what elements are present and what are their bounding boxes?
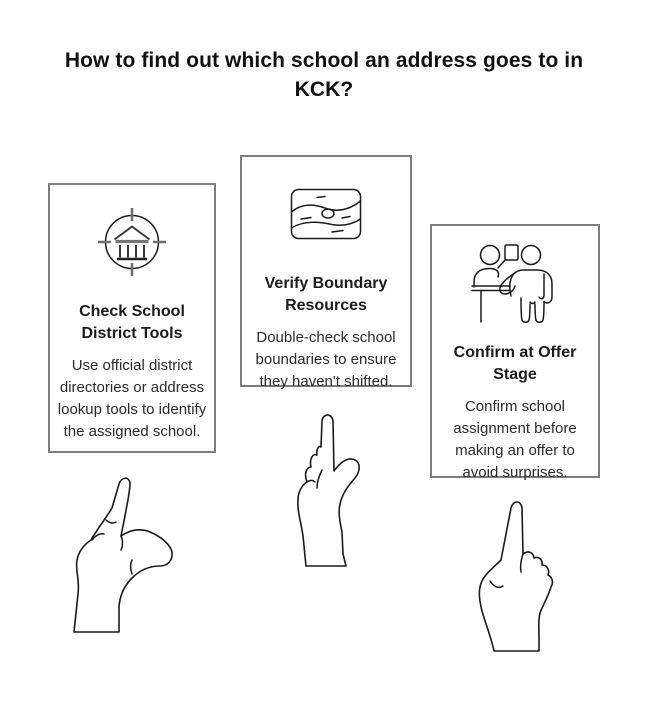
map-outline <box>292 190 361 239</box>
right-person-torso <box>510 270 552 303</box>
hand-outline <box>479 502 552 651</box>
lectern-table <box>472 286 510 322</box>
map-contour-upper <box>292 201 361 212</box>
card-confirm-at-offer-stage <box>430 224 600 481</box>
hand-outline <box>74 478 172 632</box>
card-2-title: Verify Boundary Resources <box>264 275 388 314</box>
right-person-inner-arm <box>539 274 544 299</box>
card-verify-boundary-resources <box>240 155 412 390</box>
building-glyph <box>115 227 150 260</box>
right-person-legs <box>521 298 544 322</box>
speech-bubble <box>505 245 518 260</box>
boundary-map-icon <box>290 188 362 240</box>
card-check-school-district-tools <box>48 183 216 453</box>
right-person-head <box>522 246 541 265</box>
hand-outline <box>298 415 359 566</box>
map-contour-lower <box>292 219 361 228</box>
card-1-title: Check School District Tools <box>79 303 185 342</box>
pointing-hand-up-illustration <box>289 408 369 568</box>
pointing-hand-thumb-out-illustration <box>72 476 182 634</box>
school-building-target-icon <box>93 203 171 281</box>
left-person-head <box>481 246 500 265</box>
page-title: How to find out which school an address goes to in KCK? <box>64 49 584 101</box>
pointing-hand-closed-fist-illustration <box>474 497 560 653</box>
card-2-body: Double-check school boundaries to ensure they haven't shifted. <box>255 329 397 390</box>
card-3-icon-box <box>432 226 598 340</box>
card-2-icon-box <box>242 157 410 271</box>
card-1-icon-box <box>50 185 214 299</box>
offer-discussion-people-icon <box>465 240 565 326</box>
card-3-title: Confirm at Offer Stage <box>453 344 577 383</box>
map-landmark-ellipse <box>322 209 334 218</box>
card-3-body: Confirm school assignment before making an offer to avoid surprises. <box>453 398 577 481</box>
speech-bubble-tail <box>498 260 505 268</box>
left-person-shoulder <box>474 269 499 288</box>
card-1-body: Use official district directories or address lookup tools to identify the assigned school. <box>57 357 207 440</box>
map-dashes <box>301 197 350 233</box>
